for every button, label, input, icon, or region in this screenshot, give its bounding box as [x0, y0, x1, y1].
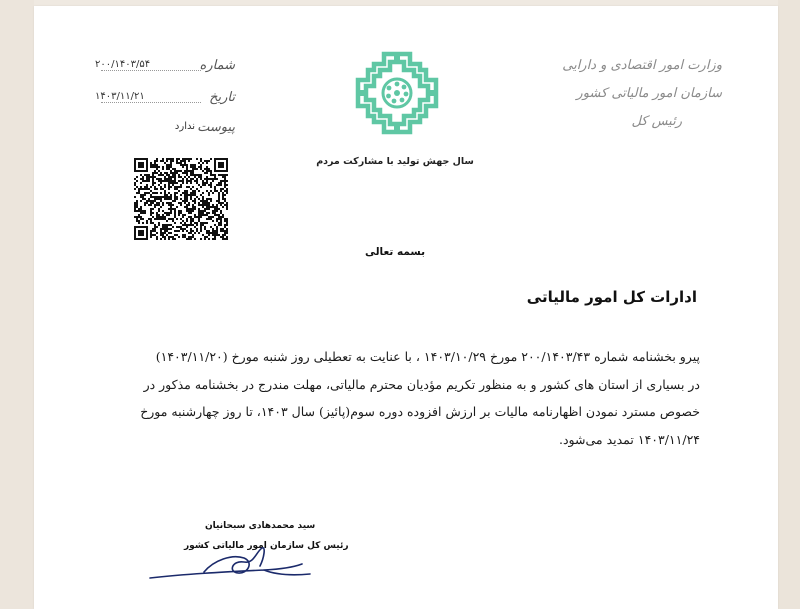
dotted-line — [101, 102, 201, 103]
attachment-field — [95, 120, 235, 138]
body-line: خصوص مسترد نمودن اظهارنامه مالیات بر ارزش افزوده دوره سوم(پائیز) سال ۱۴۰۳، تا روز چهارشنبه مورخ — [140, 404, 700, 419]
attachment-value: ندارد — [174, 121, 195, 132]
letter-body — [96, 343, 700, 453]
body-line: در بسیاری از استان های کشور و به منظور تکریم مؤدیان محترم مالیاتی، مهلت مندرج در بخشنامه مذکور در — [143, 376, 700, 392]
letter-date-field — [95, 90, 235, 108]
tax-organization-logo-icon — [354, 50, 440, 136]
ministry-name: وزارت امور اقتصادی و دارایی — [562, 58, 722, 73]
frame-left — [0, 0, 34, 609]
letter-number-label: شماره — [199, 58, 235, 73]
letter-date-label: تاریخ — [209, 90, 235, 105]
body-line: ۱۴۰۳/۱۱/۲۴ تمدید می‌شود. — [559, 431, 700, 447]
attachment-label: پیوست — [197, 120, 235, 135]
dotted-line — [101, 70, 201, 71]
addressee: ادارات کل امور مالیاتی — [526, 288, 697, 306]
signer-title: رئیس کل سازمان امور مالیاتی کشور — [184, 541, 349, 551]
head-title: رئیس کل — [631, 114, 682, 129]
letter-number-value: ۲۰۰/۱۴۰۳/۵۴ — [95, 59, 151, 70]
year-slogan: سال جهش تولید با مشارکت مردم — [316, 156, 474, 167]
letter-date-value: ۱۴۰۳/۱۱/۲۱ — [95, 91, 145, 102]
letter-number-field — [95, 58, 235, 76]
bismillah: بسمه تعالی — [364, 246, 426, 258]
body-line: پیرو بخشنامه شماره ۲۰۰/۱۴۰۳/۴۳ مورخ ۱۴۰۳/۱۰/۲۹ ، با عنایت به تعطیلی روز شنبه مورخ (۱۴۰۳/۱۱/۲۰) — [155, 349, 700, 364]
frame-right — [778, 0, 800, 609]
organization-name: سازمان امور مالیاتی کشور — [576, 86, 722, 101]
signer-name: سید محمدهادی سبحانیان — [205, 521, 316, 531]
signature-mark — [144, 540, 314, 586]
qr-code-icon — [134, 158, 228, 240]
